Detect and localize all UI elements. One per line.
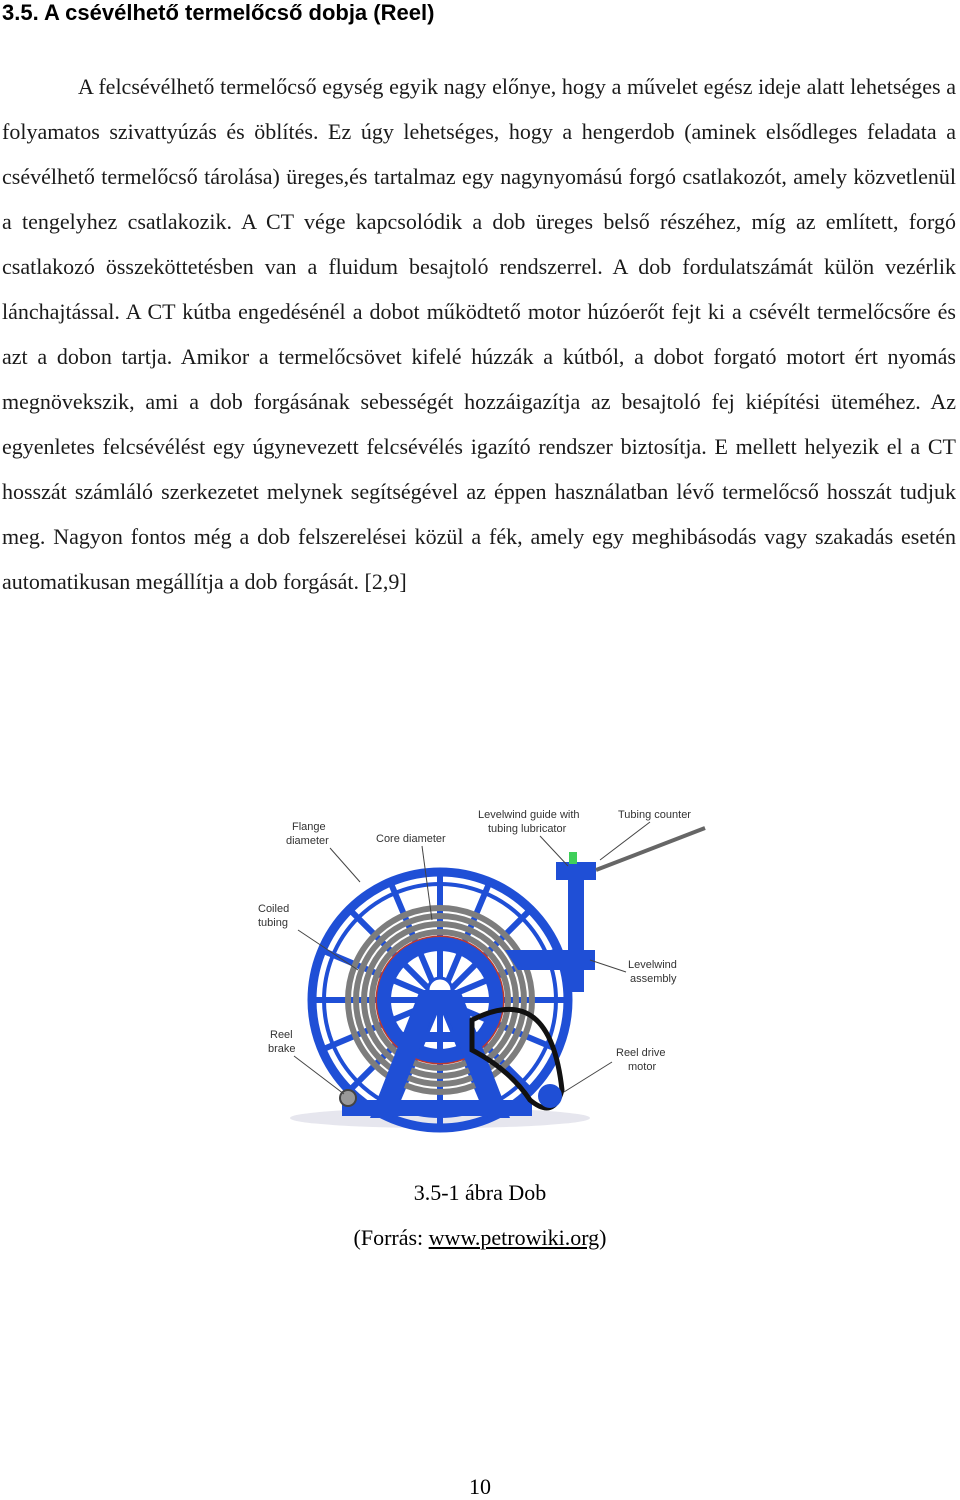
label-reel-drive-motor-2: motor <box>628 1061 657 1073</box>
label-levelwind-assembly-1: Levelwind <box>628 959 677 971</box>
page-number: 10 <box>469 1474 491 1499</box>
tubing-counter-indicator <box>569 852 577 864</box>
tubing-exit-line <box>596 828 705 870</box>
label-levelwind-guide-1: Levelwind guide with <box>478 809 580 821</box>
label-flange-diameter-1: Flange <box>292 821 326 833</box>
reel-diagram <box>250 800 710 1140</box>
source-prefix: (Forrás: <box>353 1225 429 1250</box>
figure-source <box>0 1225 960 1251</box>
source-suffix: ) <box>599 1225 607 1250</box>
body-paragraph: A felcsévélhető termelőcső egység egyik nagy előnye, hogy a művelet egész ideje alatt lehetséges a folyamatos szivattyúzás és öblítés. Ez úgy lehetséges, hogy a hengerdob (aminek elsődleges feladata a csévélhető termelőcső tárolása) üreges,és tartalmaz egy nagynyomású forgó csatlakozót, amely közvetlenül a tengelyhez csatlakozik. A CT vége kapcsolódik a dob üreges belső részéhez, míg az említett, forgó csatlakozó összeköttetésben van a fluidum besajtoló rendszerrel. A dob fordulatszámát külön vezérlik lánchajtással. A CT kútba engedésénél a dobot működtető motor húzóerőt fejt ki a csévélt termelőcsőre és azt a dobon tartja. Amikor a termelőcsövet kifelé húzzák a kútból, a dobot forgató motort ért nyomás megnövekszik, ami a dob forgásának sebességét hozzáigazítja az besajtoló fej kiépítési üteméhez. Az egyenletes felcsévélést egy úgynevezett felcsévélés igazító rendszer biztosítja. E mellett helyezik el a CT hosszát számláló szerkezetet melynek segítségével az éppen használatban lévő termelőcső hosszát tudjuk meg. Nagyon fontos még a dob felszerelései közül a fék, amely egy meghibásodás vagy szakadás esetén automatikusan megállítja a dob forgását. [2,9] <box>2 74 956 594</box>
levelwind-post <box>568 872 584 992</box>
label-coiled-tubing-1: Coiled <box>258 903 290 915</box>
label-reel-drive-motor-1: Reel drive <box>616 1047 666 1059</box>
label-coiled-tubing-2: tubing <box>258 917 288 929</box>
label-reel-brake-1: Reel <box>270 1029 293 1041</box>
reel-drive-motor <box>538 1084 562 1108</box>
levelwind-guide-head <box>556 862 596 880</box>
label-levelwind-guide-2: tubing lubricator <box>488 823 567 835</box>
figure-caption: 3.5-1 ábra Dob <box>413 1180 547 1205</box>
label-flange-diameter-2: diameter <box>286 835 329 847</box>
label-reel-brake-2: brake <box>268 1043 296 1055</box>
stand-base <box>342 1100 532 1116</box>
label-levelwind-assembly-2: assembly <box>630 973 677 985</box>
label-tubing-counter: Tubing counter <box>618 809 691 821</box>
section-heading: 3.5. A csévélhető termelőcső dobja (Reel) <box>2 0 435 25</box>
source-link[interactable]: www.petrowiki.org <box>428 1225 600 1250</box>
stand-crossbar <box>400 1032 480 1042</box>
reel-figure <box>250 800 710 1140</box>
label-core-diameter: Core diameter <box>376 833 446 845</box>
